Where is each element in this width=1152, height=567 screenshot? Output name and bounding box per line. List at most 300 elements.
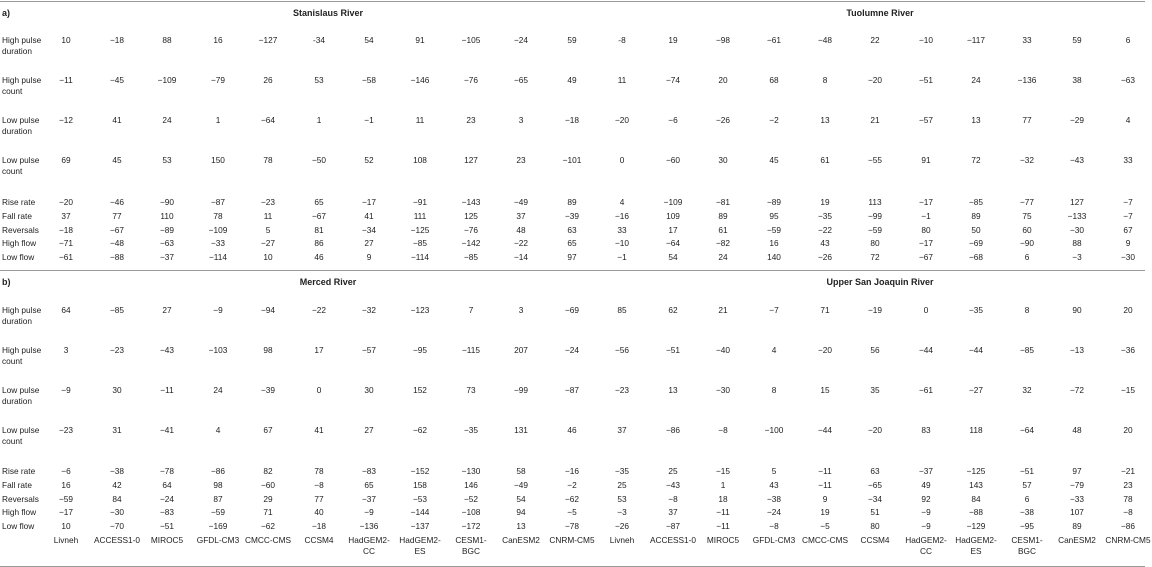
table-cell: −90 (1019, 238, 1035, 248)
table-cell: 15 (820, 385, 830, 395)
table-cell: 59 (567, 35, 577, 45)
river-title-left: Stanislaus River (292, 8, 364, 18)
table-cell: −105 (461, 35, 481, 45)
table-cell: 82 (263, 466, 273, 476)
table-cell: 62 (668, 305, 678, 315)
top-rule (0, 1, 1145, 2)
table-cell: −10 (918, 35, 934, 45)
table-cell: 125 (464, 211, 478, 221)
table-cell: 71 (820, 305, 830, 315)
table-cell: −100 (764, 425, 784, 435)
table-cell: −83 (159, 507, 175, 517)
table-cell: 91 (415, 35, 425, 45)
table-cell: 5 (771, 466, 777, 476)
table-cell: 40 (314, 507, 324, 517)
table-cell: 37 (668, 507, 678, 517)
table-cell: 64 (61, 305, 71, 315)
table-cell: 80 (870, 238, 880, 248)
table-cell: −94 (260, 305, 276, 315)
table-cell: −88 (968, 507, 984, 517)
table-cell: −9 (213, 305, 223, 315)
table-cell: −1 (364, 115, 374, 125)
table-cell: −37 (361, 494, 377, 504)
table-cell: 8 (1024, 305, 1030, 315)
table-cell: 6 (1024, 252, 1030, 262)
table-cell: −127 (258, 35, 278, 45)
table-cell: 89 (567, 197, 577, 207)
row-label: High pulse count (2, 75, 42, 96)
table-cell: −136 (1017, 75, 1037, 85)
table-cell: 37 (516, 211, 526, 221)
table-cell: −114 (208, 252, 228, 262)
table-cell: −85 (968, 197, 984, 207)
table-cell: 41 (364, 211, 374, 221)
table-cell: −172 (461, 521, 481, 531)
table-cell: −67 (311, 211, 327, 221)
table-cell: −133 (1067, 211, 1087, 221)
table-cell: −6 (61, 466, 71, 476)
table-cell: −143 (461, 197, 481, 207)
table-cell: −7 (769, 305, 779, 315)
table-cell: 8 (822, 75, 828, 85)
table-cell: 56 (870, 345, 880, 355)
table-cell: 4 (771, 345, 777, 355)
table-cell: 72 (971, 155, 981, 165)
table-cell: 24 (213, 385, 223, 395)
table-cell: 63 (870, 466, 880, 476)
table-cell: 97 (1072, 466, 1082, 476)
table-cell: −37 (918, 466, 934, 476)
table-cell: −58 (361, 75, 377, 85)
model-name: CanESM2 (1058, 535, 1096, 545)
table-cell: 13 (516, 521, 526, 531)
table-cell: 67 (263, 425, 273, 435)
table-cell: −59 (867, 225, 883, 235)
table-cell: −51 (918, 75, 934, 85)
model-name: HadGEM2-CC (905, 535, 947, 556)
table-cell: −7 (1123, 211, 1133, 221)
table-cell: −20 (867, 75, 883, 85)
table-cell: 61 (718, 225, 728, 235)
table-cell: 84 (971, 494, 981, 504)
table-cell: 20 (718, 75, 728, 85)
table-cell: −87 (665, 521, 681, 531)
table-cell: −10 (614, 238, 630, 248)
table-cell: 30 (718, 155, 728, 165)
row-label: Fall rate (2, 480, 32, 490)
table-cell: −52 (463, 494, 479, 504)
table-cell: 77 (314, 494, 324, 504)
table-cell: 31 (112, 425, 122, 435)
table-cell: −27 (260, 238, 276, 248)
table-cell: −3 (617, 507, 627, 517)
table-cell: −20 (58, 197, 74, 207)
table-cell: 5 (265, 225, 271, 235)
model-name: MIROC5 (150, 535, 184, 545)
table-cell: 83 (921, 425, 931, 435)
table-cell: −11 (818, 480, 832, 490)
table-cell: 16 (61, 480, 71, 490)
table-cell: 8 (771, 385, 777, 395)
table-cell: 32 (1022, 385, 1032, 395)
table-cell: 10 (61, 35, 71, 45)
table-cell: −78 (159, 466, 175, 476)
table-cell: 21 (870, 115, 880, 125)
table-cell: −5 (567, 507, 577, 517)
table-cell: −103 (208, 345, 228, 355)
table-cell: −41 (159, 425, 175, 435)
table-cell: −39 (564, 211, 580, 221)
table-cell: −27 (968, 385, 984, 395)
model-name: CCSM4 (860, 535, 890, 545)
table-cell: −55 (867, 155, 883, 165)
table-cell: −86 (1120, 521, 1136, 531)
table-cell: 58 (516, 466, 526, 476)
row-label: Reversals (2, 225, 39, 235)
table-cell: −65 (513, 75, 529, 85)
table-cell: −95 (412, 345, 428, 355)
row-label: High pulse count (2, 345, 42, 366)
table-cell: 131 (514, 425, 528, 435)
row-label: Rise rate (2, 466, 36, 476)
table-cell: 84 (112, 494, 122, 504)
table-cell: 146 (464, 480, 478, 490)
table-cell: −26 (715, 115, 731, 125)
table-cell: 27 (364, 425, 374, 435)
table-cell: 19 (668, 35, 678, 45)
model-name: Livneh (609, 535, 635, 545)
table-cell: −87 (210, 197, 226, 207)
table-cell: −88 (109, 252, 125, 262)
table-cell: −59 (766, 225, 782, 235)
table-cell: 46 (314, 252, 324, 262)
table-cell: −35 (817, 211, 833, 221)
table-cell: −16 (614, 211, 630, 221)
model-name: CanESM2 (502, 535, 540, 545)
table-cell: −30 (1120, 252, 1136, 262)
table-cell: −8 (769, 521, 779, 531)
table-cell: -8 (618, 35, 626, 45)
table-cell: 45 (769, 155, 779, 165)
river-title-right: Upper San Joaquin River (826, 277, 934, 287)
table-cell: 1 (316, 115, 322, 125)
table-cell: 6 (1024, 494, 1030, 504)
table-cell: 11 (263, 211, 273, 221)
table-cell: −63 (1120, 75, 1136, 85)
table-cell: 25 (617, 480, 627, 490)
table-cell: −9 (364, 507, 374, 517)
table-cell: 86 (314, 238, 324, 248)
table-cell: −79 (210, 75, 226, 85)
table-cell: −6 (668, 115, 678, 125)
table-cell: 91 (921, 155, 931, 165)
model-name: CCSM4 (304, 535, 334, 545)
table-cell: −81 (715, 197, 731, 207)
table-cell: 94 (516, 507, 526, 517)
row-label: High flow (2, 238, 37, 248)
table-cell: 72 (870, 252, 880, 262)
table-cell: 50 (971, 225, 981, 235)
river-title-left: Merced River (299, 277, 357, 287)
table-cell: 3 (518, 305, 524, 315)
table-cell: −23 (260, 197, 276, 207)
model-name: CMCC-CMS (801, 535, 849, 545)
table-cell: 48 (516, 225, 526, 235)
table-cell: −11 (59, 75, 73, 85)
table-cell: 140 (767, 252, 781, 262)
table-cell: −35 (968, 305, 984, 315)
table-cell: 13 (820, 115, 830, 125)
table-cell: −86 (665, 425, 681, 435)
table-cell: −24 (564, 345, 580, 355)
table-cell: −152 (410, 466, 430, 476)
table-cell: 71 (263, 507, 273, 517)
table-cell: −32 (361, 305, 377, 315)
table-cell: 80 (921, 225, 931, 235)
table-cell: 26 (263, 75, 273, 85)
table-cell: −65 (867, 480, 883, 490)
table-cell: −19 (867, 305, 883, 315)
table-cell: 11 (617, 75, 627, 85)
table-cell: −35 (463, 425, 479, 435)
table-cell: 17 (314, 345, 324, 355)
table-cell: 7 (468, 305, 474, 315)
table-cell: 73 (466, 385, 476, 395)
row-label: Low pulse count (2, 425, 40, 446)
table-cell: 21 (718, 305, 728, 315)
river-title-right: Tuolumne River (846, 8, 914, 18)
model-name: CESM1-BGC (1011, 535, 1043, 556)
table-cell: −76 (463, 75, 479, 85)
table-cell: 9 (366, 252, 372, 262)
table-cell: −23 (614, 385, 630, 395)
table-cell: −62 (564, 494, 580, 504)
table-cell: 54 (668, 252, 678, 262)
table-cell: −62 (412, 425, 428, 435)
table-cell: −136 (359, 521, 379, 531)
table-cell: −69 (564, 305, 580, 315)
table-cell: −18 (311, 521, 327, 531)
table-cell: 41 (314, 425, 324, 435)
table-cell: 85 (617, 305, 627, 315)
table-cell: 98 (213, 480, 223, 490)
table-cell: 17 (668, 225, 678, 235)
table-cell: 207 (514, 345, 528, 355)
table-cell: −50 (311, 155, 327, 165)
table-cell: 16 (769, 238, 779, 248)
model-name: GFDL-CM3 (196, 535, 240, 545)
table-cell: −15 (1120, 385, 1136, 395)
table-cell: −7 (1123, 197, 1133, 207)
table-cell: −123 (410, 305, 430, 315)
table-cell: −144 (410, 507, 430, 517)
table-cell: −70 (109, 521, 125, 531)
table-cell: −95 (1019, 521, 1035, 531)
table-cell: −34 (867, 494, 883, 504)
table-cell: 4 (215, 425, 221, 435)
table-cell: −20 (614, 115, 630, 125)
table-cell: −64 (260, 115, 276, 125)
table-cell: 78 (213, 211, 223, 221)
table-cell: 3 (518, 115, 524, 125)
table-cell: −36 (1120, 345, 1136, 355)
table-cell: 88 (162, 35, 172, 45)
table-cell: −142 (461, 238, 481, 248)
table-cell: 22 (870, 35, 880, 45)
table-cell: 61 (820, 155, 830, 165)
table-cell: 95 (769, 211, 779, 221)
table-cell: 37 (617, 425, 627, 435)
model-name: CMCC-CMS (244, 535, 292, 545)
table-cell: −11 (160, 385, 174, 395)
table-cell: −24 (159, 494, 175, 504)
table-cell: −78 (564, 521, 580, 531)
table-cell: −48 (817, 35, 833, 45)
table-cell: 30 (364, 385, 374, 395)
table-cell: −125 (410, 225, 430, 235)
table-cell: −109 (208, 225, 228, 235)
table-cell: 35 (870, 385, 880, 395)
table-cell: 10 (61, 521, 71, 531)
table-cell: 9 (1125, 238, 1131, 248)
table-cell: 158 (413, 480, 427, 490)
table-cell: 87 (213, 494, 223, 504)
table-cell: −29 (1069, 115, 1085, 125)
table-cell: −68 (968, 252, 984, 262)
table-cell: 43 (820, 238, 830, 248)
table-cell: 6 (1125, 35, 1131, 45)
table-cell: −67 (109, 225, 125, 235)
table-cell: −1 (617, 252, 627, 262)
table-cell: 51 (870, 507, 880, 517)
table-cell: 33 (617, 225, 627, 235)
table-cell: −18 (58, 225, 74, 235)
row-label: High flow (2, 507, 37, 517)
table-cell: 107 (1070, 507, 1084, 517)
table-cell: −76 (463, 225, 479, 235)
table-cell: 49 (921, 480, 931, 490)
table-cell: −43 (1069, 155, 1085, 165)
table-cell: −60 (260, 480, 276, 490)
table-cell: −61 (58, 252, 74, 262)
table-cell: 9 (822, 494, 828, 504)
table-cell: −51 (159, 521, 175, 531)
table-cell: 16 (213, 35, 223, 45)
table-cell: 78 (314, 466, 324, 476)
table-cell: −20 (817, 345, 833, 355)
table-cell: 69 (61, 155, 71, 165)
table-cell: −117 (966, 35, 986, 45)
table-cell: −64 (665, 238, 681, 248)
table-cell: 68 (769, 75, 779, 85)
table-cell: −114 (410, 252, 430, 262)
table-cell: −85 (109, 305, 125, 315)
table-cell: 77 (112, 211, 122, 221)
table-cell: −137 (410, 521, 430, 531)
row-label: High pulse duration (2, 35, 42, 56)
table-cell: −30 (109, 507, 125, 517)
table-cell: 37 (61, 211, 71, 221)
table-cell: −11 (818, 466, 832, 476)
table-cell: 65 (314, 197, 324, 207)
table-cell: 78 (1123, 494, 1133, 504)
table-cell: −24 (513, 35, 529, 45)
table-cell: 24 (971, 75, 981, 85)
table-cell: 19 (820, 507, 830, 517)
table-cell: 127 (464, 155, 478, 165)
table-cell: 113 (868, 197, 882, 207)
table-cell: −108 (461, 507, 481, 517)
table-cell: −18 (109, 35, 125, 45)
table-cell: 90 (1072, 305, 1082, 315)
table-cell: −60 (665, 155, 681, 165)
model-name: ACCESS1-0 (93, 535, 141, 545)
table-cell: 97 (567, 252, 577, 262)
table-cell: −17 (918, 197, 934, 207)
table-cell: 111 (413, 211, 427, 221)
table-cell: 65 (567, 238, 577, 248)
table-cell: −85 (412, 238, 428, 248)
model-name: CESM1-BGC (455, 535, 487, 556)
table-cell: 60 (1022, 225, 1032, 235)
table-cell: −44 (968, 345, 984, 355)
table-cell: 118 (969, 425, 983, 435)
row-label: Rise rate (2, 197, 36, 207)
table-cell: −115 (461, 345, 481, 355)
table-cell: 29 (263, 494, 273, 504)
table-cell: 11 (415, 115, 425, 125)
table-cell: 13 (971, 115, 981, 125)
row-label: Low flow (2, 252, 35, 262)
table-cell: 20 (1123, 305, 1133, 315)
table-cell: −14 (513, 252, 529, 262)
table-cell: 53 (162, 155, 172, 165)
table-cell: −24 (766, 507, 782, 517)
table-cell: −85 (463, 252, 479, 262)
table-cell: −59 (210, 507, 226, 517)
table-cell: −12 (58, 115, 74, 125)
table-cell: 89 (1072, 521, 1082, 531)
table-cell: −99 (867, 211, 883, 221)
row-label: Low pulse count (2, 155, 40, 176)
table-cell: 109 (666, 211, 680, 221)
table-cell: −43 (159, 345, 175, 355)
table-cell: 38 (1072, 75, 1082, 85)
table-cell: −74 (665, 75, 681, 85)
table-cell: 54 (364, 35, 374, 45)
table-cell: −67 (918, 252, 934, 262)
table-cell: −46 (109, 197, 125, 207)
table-cell: 45 (112, 155, 122, 165)
table-cell: −44 (817, 425, 833, 435)
table-cell: 27 (162, 305, 172, 315)
table-cell: −32 (1019, 155, 1035, 165)
row-label: Low flow (2, 521, 35, 531)
table-cell: −99 (513, 385, 529, 395)
table-cell: −63 (159, 238, 175, 248)
panel-divider-rule (0, 270, 1145, 271)
table-cell: 49 (567, 75, 577, 85)
table-cell: 13 (668, 385, 678, 395)
table-cell: −20 (867, 425, 883, 435)
table-cell: −8 (718, 425, 728, 435)
table-cell: −8 (668, 494, 678, 504)
table-cell: 53 (314, 75, 324, 85)
table-cell: −129 (966, 521, 986, 531)
table-cell: −61 (766, 35, 782, 45)
model-name: HadGEM2-CC (348, 535, 390, 556)
row-label: Reversals (2, 494, 39, 504)
